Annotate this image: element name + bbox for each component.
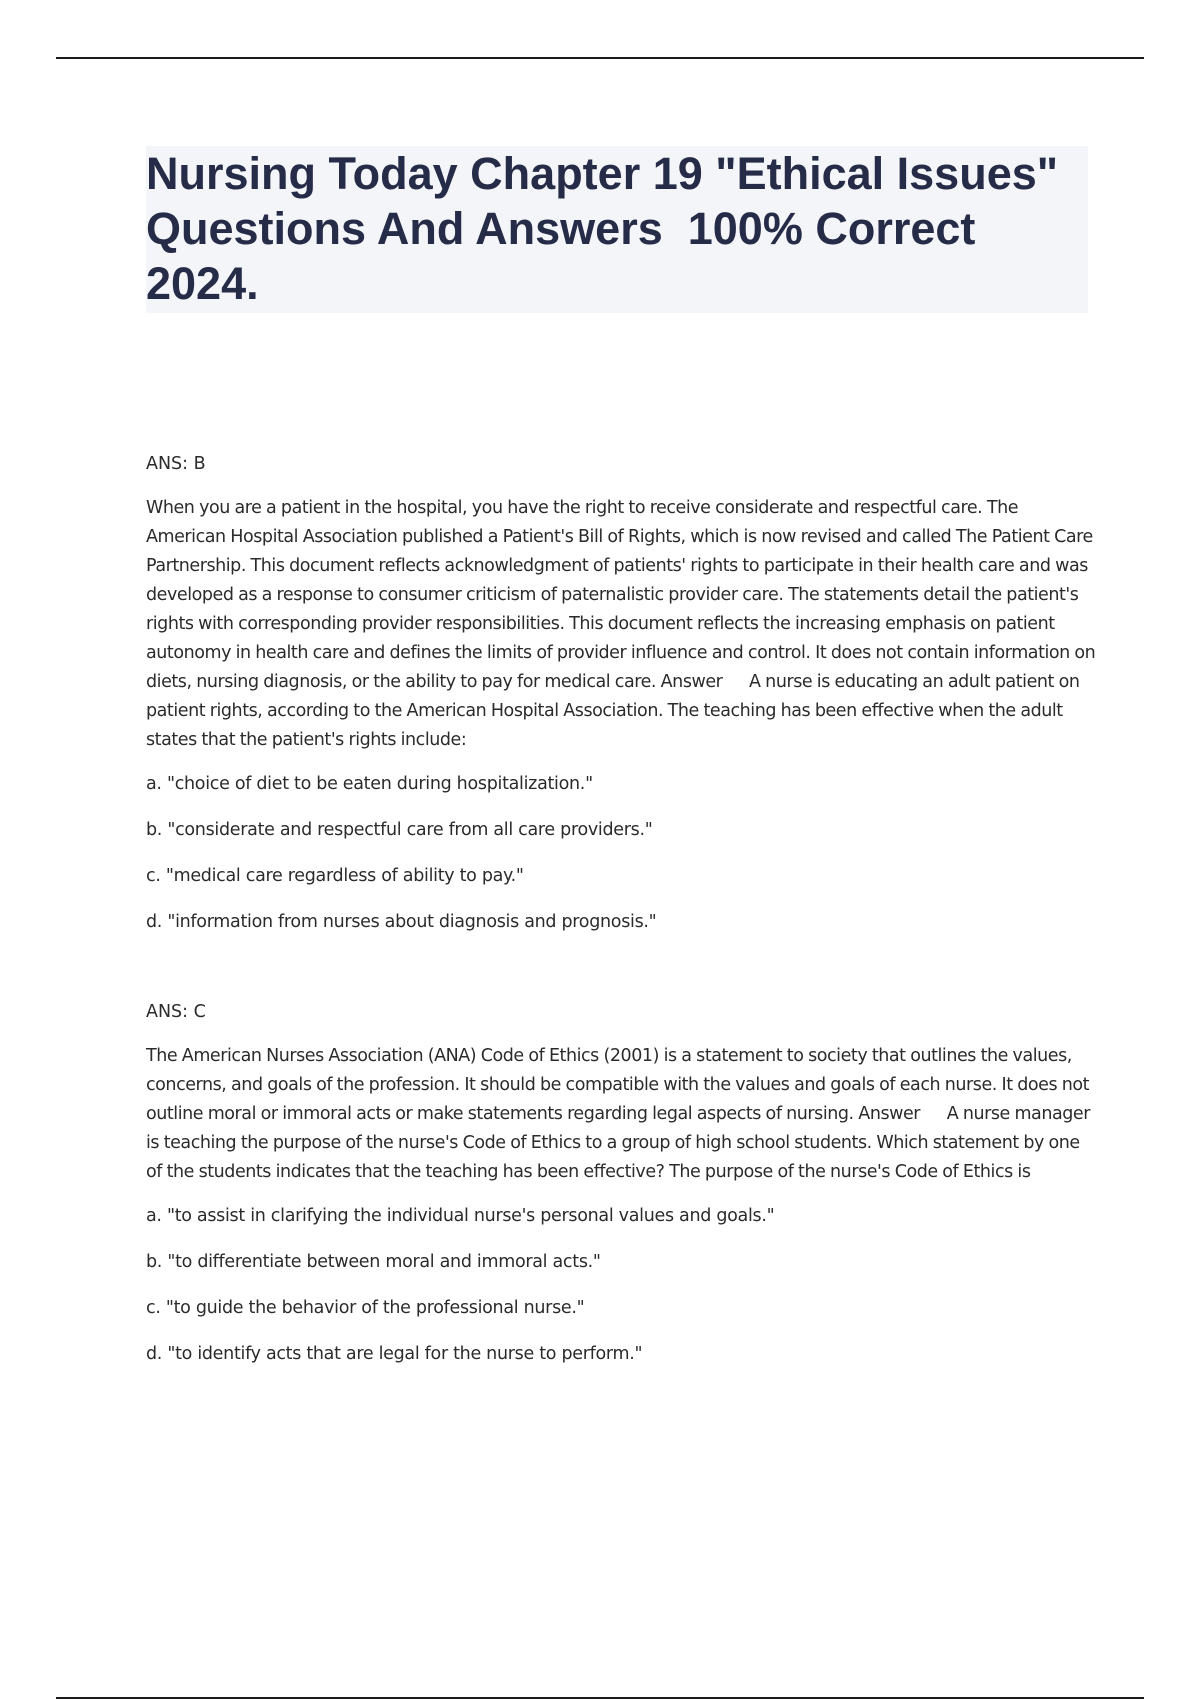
rationale-paragraph	[146, 1042, 1096, 1187]
answer-key: ANS: C	[146, 1002, 206, 1022]
option-c: c. "to guide the behavior of the professional nurse."	[146, 1298, 585, 1318]
section-spacer	[146, 954, 1096, 998]
rationale-paragraph	[146, 494, 1096, 755]
option-c: c. "medical care regardless of ability to pay."	[146, 866, 524, 886]
question-text: A nurse manager is teaching the purpose of the nurse's Code of Ethics to a group of high school students. Which statement by one of the students indicates that the teaching has been effective? The purpose of the nurse's Code of Ethics is	[146, 1104, 1090, 1182]
bottom-rule	[56, 1697, 1144, 1699]
question-block-1	[146, 450, 1096, 937]
question-text: A nurse is educating an adult patient on patient rights, according to the American Hospital Association. The teaching has been effective when the adult states that the patient's rights include:	[146, 672, 1080, 750]
option-d: d. "information from nurses about diagnosis and prognosis."	[146, 912, 657, 932]
option-a: a. "choice of diet to be eaten during hospitalization."	[146, 774, 593, 794]
option-b: b. "considerate and respectful care from all care providers."	[146, 820, 653, 840]
option-d: d. "to identify acts that are legal for the nurse to perform."	[146, 1344, 643, 1364]
rationale-text: When you are a patient in the hospital, you have the right to receive considerate and respectful care. The American Hospital Association published a Patient's Bill of Rights, which is now revised and called The Patient Care Partnership. This document reflects acknowledgment of patients' rights to participate in their health care and was developed as a response to consumer criticism of paternalistic provider care. The statements detail the patient's rights with corresponding provider responsibilities. This document reflects the increasing emphasis on patient autonomy in health care and defines the limits of provider influence and control. It does not contain information on diets, nursing diagnosis, or the ability to pay for medical care.	[146, 498, 1096, 692]
top-rule	[56, 57, 1144, 59]
question-block-2	[146, 998, 1096, 1369]
title-block	[146, 146, 1088, 313]
answer-label: Answer	[660, 672, 723, 692]
options-list	[146, 1202, 1096, 1369]
answer-label: Answer	[858, 1104, 921, 1124]
option-a: a. "to assist in clarifying the individual nurse's personal values and goals."	[146, 1206, 775, 1226]
rationale-text: The American Nurses Association (ANA) Code of Ethics (2001) is a statement to society that outlines the values, concerns, and goals of the profession. It should be compatible with the values and goals of each nurse. It does not outline moral or immoral acts or make statements regarding legal aspects of nursing.	[146, 1046, 1090, 1124]
document-body	[146, 450, 1096, 1386]
option-b: b. "to differentiate between moral and immoral acts."	[146, 1252, 601, 1272]
answer-key: ANS: B	[146, 454, 206, 474]
options-list	[146, 770, 1096, 937]
document-title: Nursing Today Chapter 19 "Ethical Issues" Questions And Answers 100% Correct 2024.	[146, 148, 1071, 309]
